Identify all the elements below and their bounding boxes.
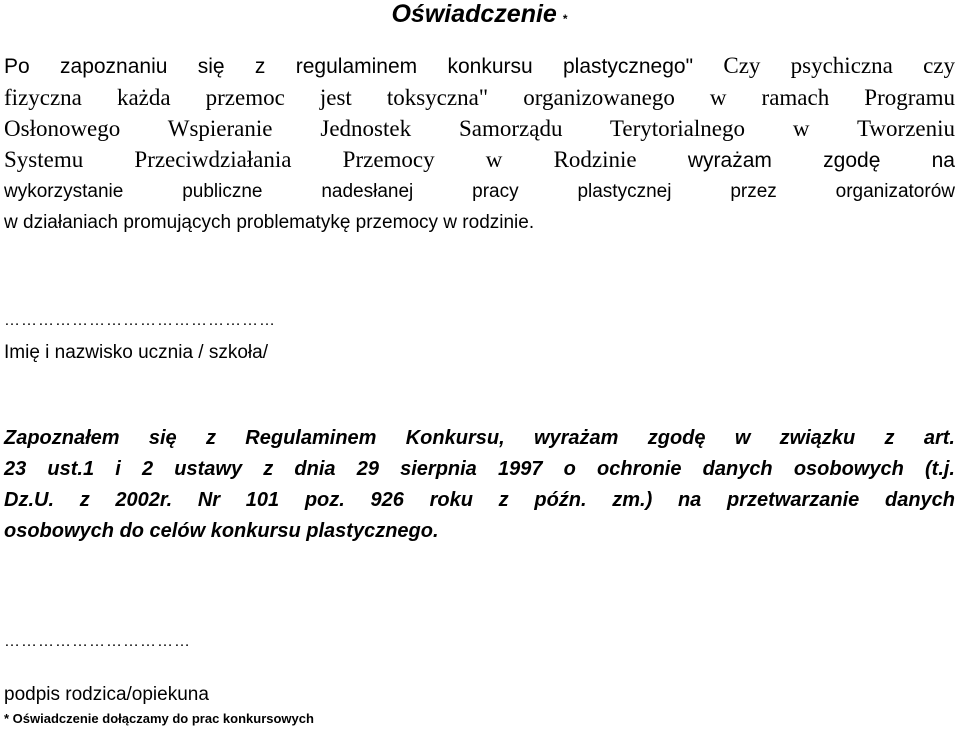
consent-line-2: fizyczna każda przemoc jest toksyczna" organizowanego w ramach Programu: [4, 85, 955, 110]
consent-line-1-sans: Po zapoznaniu się z regulaminem konkursu plastycznego": [4, 55, 694, 78]
parent-signature-line: ……………………………: [4, 633, 191, 650]
consent-line-6: w działaniach promujących problematykę przemocy w rodzinie.: [4, 212, 535, 233]
gdpr-line-1: Zapoznałem się z Regulaminem Konkursu, wyrażam zgodę w związku z art.: [4, 427, 955, 449]
student-signature-line: …………………………………………: [4, 312, 276, 329]
gdpr-paragraph: [4, 423, 955, 547]
page-title: Oświadczenie: [391, 0, 557, 28]
consent-line-3: Osłonowego Wspieranie Jednostek Samorządu Terytorialnego w Tworzeniu: [4, 116, 955, 141]
gdpr-line-2: 23 ust.1 i 2 ustawy z dnia 29 sierpnia 1997 o ochronie danych osobowych (t.j.: [4, 458, 955, 480]
student-signature-label: Imię i nazwisko ucznia / szkoła/: [4, 342, 268, 363]
consent-paragraph: [4, 50, 955, 238]
title-footnote-mark: *: [562, 12, 568, 26]
consent-line-4: [4, 144, 955, 176]
gdpr-line-4: osobowych do celów konkursu plastycznego.: [4, 520, 439, 542]
consent-line-4-serif: Systemu Przeciwdziałania Przemocy w Rodzinie: [4, 147, 637, 172]
consent-line-4-sans: wyrażam zgodę na: [687, 149, 955, 172]
consent-line-1-serif: Czy psychiczna czy: [723, 53, 955, 78]
gdpr-line-3: Dz.U. z 2002r. Nr 101 poz. 926 roku z późn. zm.) na przetwarzanie danych: [4, 489, 955, 511]
title-block: [0, 0, 959, 33]
consent-line-5: wykorzystanie publiczne nadesłanej pracy plastycznej przez organizatorów: [4, 181, 955, 202]
consent-line-1: [4, 50, 955, 82]
footnote: * Oświadczenie dołączamy do prac konkursowych: [4, 711, 314, 726]
parent-signature-label: podpis rodzica/opiekuna: [4, 684, 209, 705]
